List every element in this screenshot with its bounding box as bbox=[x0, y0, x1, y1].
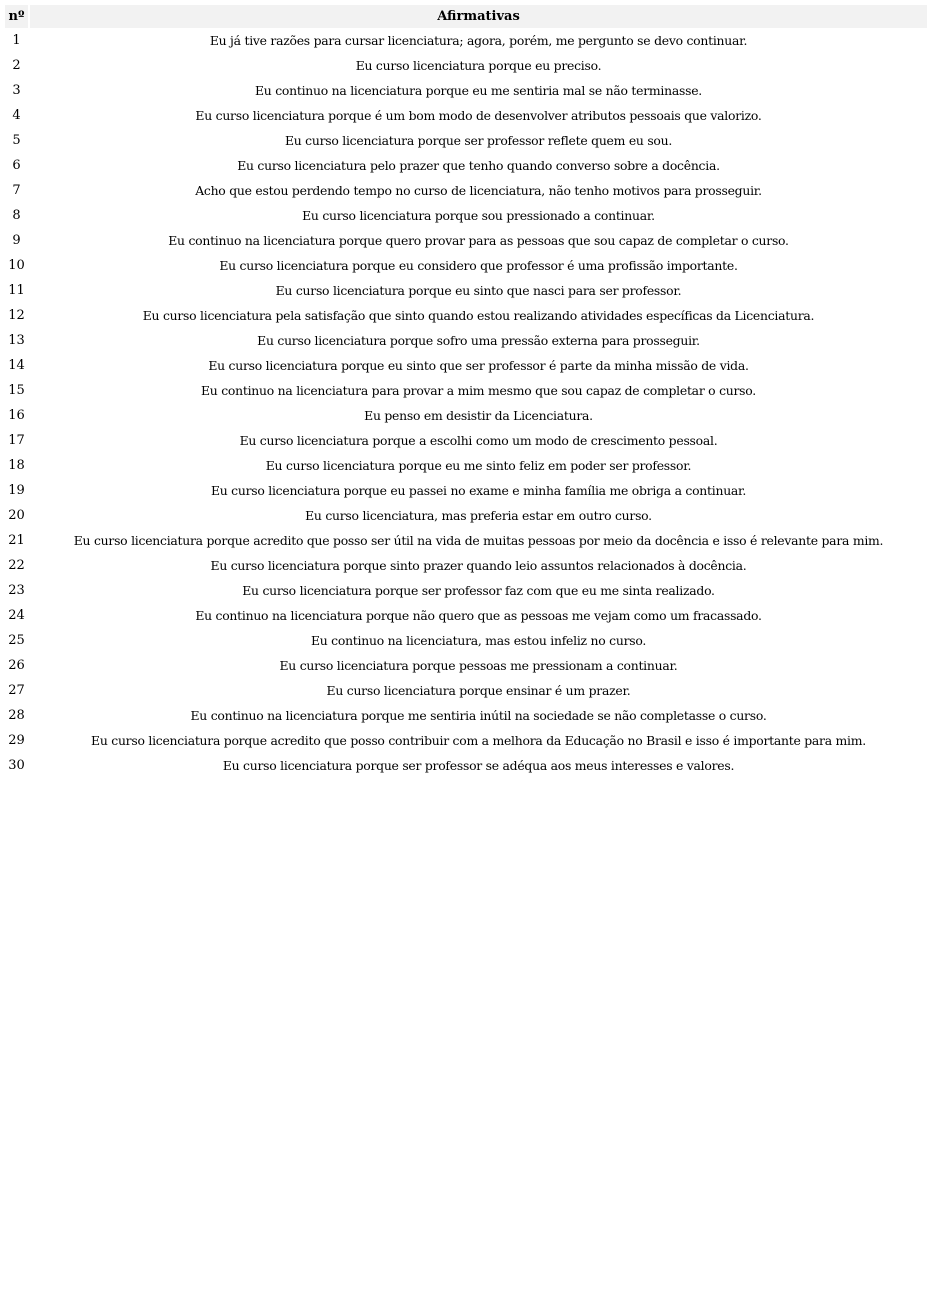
table-row bbox=[5, 53, 927, 78]
statement-text: Eu curso licenciatura pelo prazer que tenho quando converso sobre a docência. bbox=[237, 158, 720, 173]
table-row bbox=[5, 653, 927, 678]
table-row bbox=[5, 28, 927, 53]
statement-text: Eu continuo na licenciatura porque me sentiria inútil na sociedade se não completasse o curso. bbox=[190, 708, 767, 723]
table-row bbox=[5, 628, 927, 653]
row-number: 16 bbox=[8, 408, 25, 423]
table-row bbox=[5, 328, 927, 353]
table-row bbox=[5, 753, 927, 778]
table-row bbox=[5, 578, 927, 603]
row-number: 2 bbox=[12, 58, 21, 73]
table-row bbox=[5, 253, 927, 278]
table-row bbox=[5, 303, 927, 328]
row-number: 14 bbox=[8, 358, 25, 373]
statement-text: Eu curso licenciatura porque eu sinto que ser professor é parte da minha missão de vida. bbox=[208, 358, 749, 373]
row-number: 9 bbox=[12, 233, 21, 248]
row-number: 20 bbox=[8, 508, 25, 523]
table-row bbox=[5, 103, 927, 128]
table-row bbox=[5, 428, 927, 453]
table-row bbox=[5, 153, 927, 178]
statement-text: Eu curso licenciatura porque ser professor se adéqua aos meus interesses e valores. bbox=[222, 758, 735, 773]
statement-text: Eu curso licenciatura pela satisfação que sinto quando estou realizando atividades específicas da Licenciatura. bbox=[142, 308, 815, 323]
row-number: 25 bbox=[8, 633, 25, 648]
statement-text: Eu penso em desistir da Licenciatura. bbox=[364, 408, 593, 423]
table-row bbox=[5, 603, 927, 628]
row-number: 10 bbox=[8, 258, 25, 273]
table-body bbox=[5, 28, 927, 778]
statement-text: Eu curso licenciatura porque ensinar é um prazer. bbox=[326, 683, 631, 698]
statement-text: Eu curso licenciatura porque ser professor reflete quem eu sou. bbox=[284, 133, 673, 148]
row-number: 8 bbox=[12, 208, 21, 223]
row-number: 17 bbox=[8, 433, 25, 448]
table-row bbox=[5, 228, 927, 253]
row-number: 4 bbox=[12, 108, 21, 123]
statement-text: Eu curso licenciatura porque é um bom modo de desenvolver atributos pessoais que valorizo. bbox=[195, 108, 762, 123]
statement-text: Eu curso licenciatura porque sou pressionado a continuar. bbox=[302, 208, 655, 223]
statement-text: Eu continuo na licenciatura porque quero provar para as pessoas que sou capaz de completar o curso. bbox=[168, 233, 789, 248]
statement-text: Eu curso licenciatura porque eu passei no exame e minha família me obriga a continuar. bbox=[210, 483, 747, 498]
table-row bbox=[5, 503, 927, 528]
statement-text: Eu curso licenciatura porque ser professor faz com que eu me sinta realizado. bbox=[242, 583, 715, 598]
row-number: 11 bbox=[8, 283, 25, 298]
row-number: 27 bbox=[8, 683, 25, 698]
statement-text: Eu curso licenciatura porque eu sinto que nasci para ser professor. bbox=[275, 283, 682, 298]
table-row bbox=[5, 128, 927, 153]
table-header-row bbox=[5, 5, 927, 28]
row-number: 12 bbox=[8, 308, 25, 323]
row-number: 1 bbox=[12, 33, 21, 48]
row-number: 23 bbox=[8, 583, 25, 598]
row-number: 26 bbox=[8, 658, 25, 673]
column-header-number: nº bbox=[5, 5, 28, 28]
row-number: 28 bbox=[8, 708, 25, 723]
statement-text: Eu curso licenciatura porque acredito que posso ser útil na vida de muitas pessoas por meio da docência e isso é relevante para mim. bbox=[73, 533, 884, 548]
table-row bbox=[5, 478, 927, 503]
statement-text: Eu curso licenciatura porque pessoas me pressionam a continuar. bbox=[279, 658, 678, 673]
table-row bbox=[5, 78, 927, 103]
statement-text: Eu continuo na licenciatura, mas estou infeliz no curso. bbox=[310, 633, 647, 648]
table-row bbox=[5, 278, 927, 303]
table-row bbox=[5, 678, 927, 703]
statement-text: Eu curso licenciatura porque sinto prazer quando leio assuntos relacionados à docência. bbox=[210, 558, 747, 573]
row-number: 24 bbox=[8, 608, 25, 623]
row-number: 6 bbox=[12, 158, 21, 173]
statement-text: Eu curso licenciatura porque acredito que posso contribuir com a melhora da Educação no Brasil e isso é importante para mim. bbox=[91, 733, 866, 748]
statement-text: Eu curso licenciatura porque eu preciso. bbox=[355, 58, 602, 73]
statement-text: Eu continuo na licenciatura porque eu me sentiria mal se não terminasse. bbox=[255, 83, 702, 98]
row-number: 3 bbox=[12, 83, 21, 98]
table-row bbox=[5, 403, 927, 428]
column-header-statement: Afirmativas bbox=[30, 5, 927, 28]
table-row bbox=[5, 203, 927, 228]
statement-text: Eu curso licenciatura porque a escolhi como um modo de crescimento pessoal. bbox=[239, 433, 718, 448]
row-number: 19 bbox=[8, 483, 25, 498]
row-number: 5 bbox=[12, 133, 21, 148]
statement-text: Eu curso licenciatura porque eu considero que professor é uma profissão importante. bbox=[219, 258, 738, 273]
row-number: 30 bbox=[8, 758, 25, 773]
statement-text: Eu curso licenciatura porque sofro uma pressão externa para prosseguir. bbox=[257, 333, 700, 348]
row-number: 21 bbox=[8, 533, 25, 548]
row-number: 29 bbox=[8, 733, 25, 748]
statement-text: Acho que estou perdendo tempo no curso de licenciatura, não tenho motivos para prosseguir. bbox=[195, 183, 762, 198]
row-number: 13 bbox=[8, 333, 25, 348]
statement-text: Eu curso licenciatura, mas preferia estar em outro curso. bbox=[305, 508, 652, 523]
statements-table bbox=[3, 5, 929, 778]
table-row bbox=[5, 528, 927, 553]
table-row bbox=[5, 553, 927, 578]
row-number: 7 bbox=[12, 183, 21, 198]
table-row bbox=[5, 178, 927, 203]
row-number: 22 bbox=[8, 558, 25, 573]
table-row bbox=[5, 728, 927, 753]
table-row bbox=[5, 353, 927, 378]
row-number: 18 bbox=[8, 458, 25, 473]
row-number: 15 bbox=[8, 383, 25, 398]
statement-text: Eu já tive razões para cursar licenciatura; agora, porém, me pergunto se devo continuar. bbox=[209, 33, 748, 48]
table-row bbox=[5, 378, 927, 403]
table-row bbox=[5, 703, 927, 728]
table-row bbox=[5, 453, 927, 478]
statement-text: Eu continuo na licenciatura para provar a mim mesmo que sou capaz de completar o curso. bbox=[201, 383, 756, 398]
statement-text: Eu continuo na licenciatura porque não quero que as pessoas me vejam como um fracassado. bbox=[195, 608, 762, 623]
statement-text: Eu curso licenciatura porque eu me sinto feliz em poder ser professor. bbox=[265, 458, 692, 473]
